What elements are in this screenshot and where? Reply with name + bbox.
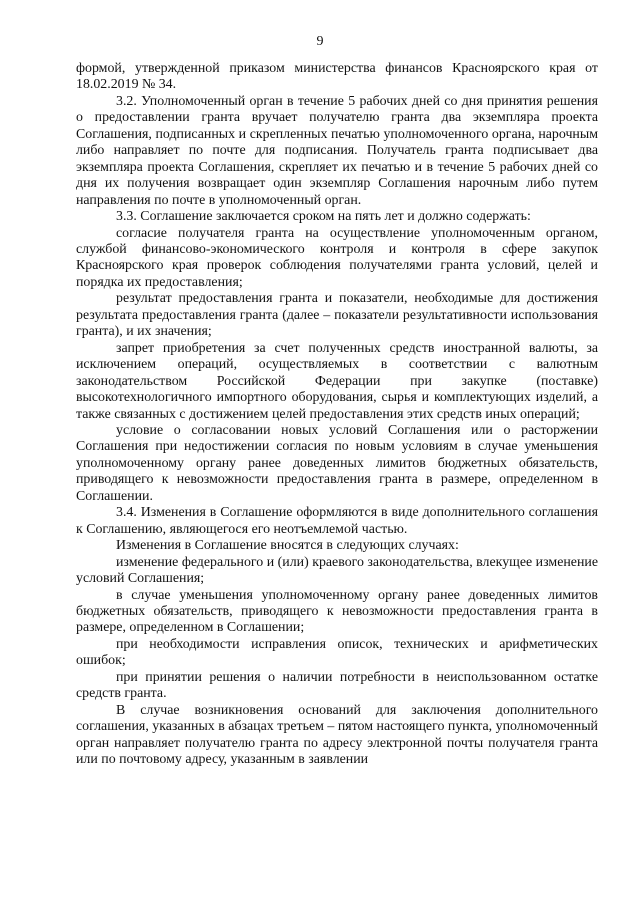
paragraph: согласие получателя гранта на осуществление уполномоченным органом, службой финансово-экономического контроля и контроля в сфере закупок Красноярского края проверок соблюдения получателями гранта условий, целей и порядка их предоставления; bbox=[76, 225, 598, 290]
paragraph: запрет приобретения за счет полученных средств иностранной валюты, за исключением операций, осуществляемых в соответствии с валютным законодательством Российской Федерации при закупке (поставке) высокотехнологичного импортного оборудования, сырья и комплектующих изделий, а также связанных с достижением целей предоставления этих средств иных операций; bbox=[76, 340, 598, 422]
paragraph: при принятии решения о наличии потребности в неиспользованном остатке средств гранта. bbox=[76, 669, 598, 702]
paragraph: Изменения в Соглашение вносятся в следующих случаях: bbox=[116, 538, 459, 554]
paragraph: 3.2. Уполномоченный орган в течение 5 рабочих дней со дня принятия решения о предоставлении гранта вручает получателю гранта два экземпляра проекта Соглашения, подписанных и скрепленных печатью уполномоченного органа, нарочным либо направляет по почте для подписания. Получатель гранта подписывает два экземпляра проекта Соглашения, скрепляет их печатью и в течение 5 рабочих дней со дня их получения возвращает один экземпляр Соглашения нарочным либо путем направления по почте в уполномоченный орган. bbox=[76, 93, 598, 208]
paragraph: 3.3. Соглашение заключается сроком на пять лет и должно содержать: bbox=[116, 209, 531, 225]
paragraph: результат предоставления гранта и показатели, необходимые для достижения результата предоставления гранта (далее – показатели результативности использования гранта), и их значения; bbox=[76, 291, 598, 340]
paragraph: условие о согласовании новых условий Соглашения или о расторжении Соглашения при недостижении согласия по новым условиям в случае уменьшения уполномоченному органу ранее доведенных лимитов бюджетных обязательств, приводящего к невозможности предоставления гранта в размере, определенном в Соглашении. bbox=[76, 422, 598, 504]
page-number: 9 bbox=[316, 34, 324, 49]
paragraph: при необходимости исправления описок, технических и арифметических ошибок; bbox=[76, 636, 598, 669]
paragraph: изменение федерального и (или) краевого законодательства, влекущее изменение условий Соглашения; bbox=[76, 554, 598, 587]
paragraph: В случае возникновения оснований для заключения дополнительного соглашения, указанных в абзацах третьем – пятом настоящего пункта, уполномоченный орган направляет получателю гранта по адресу электронной почты получателя гранта или по почтовому адресу, указанным в заявлении bbox=[76, 702, 598, 768]
paragraph: 3.4. Изменения в Соглашение оформляются в виде дополнительного соглашения к Соглашению, являющегося его неотъемлемой частью. bbox=[76, 505, 598, 537]
paragraph: в случае уменьшения уполномоченному органу ранее доведенных лимитов бюджетных обязательств, приводящего к невозможности предоставления гранта в размере, определенном в Соглашении; bbox=[76, 587, 598, 636]
document-body bbox=[76, 61, 598, 768]
paragraph: формой, утвержденной приказом министерства финансов Красноярского края от 18.02.2019 № 34. bbox=[76, 61, 598, 93]
